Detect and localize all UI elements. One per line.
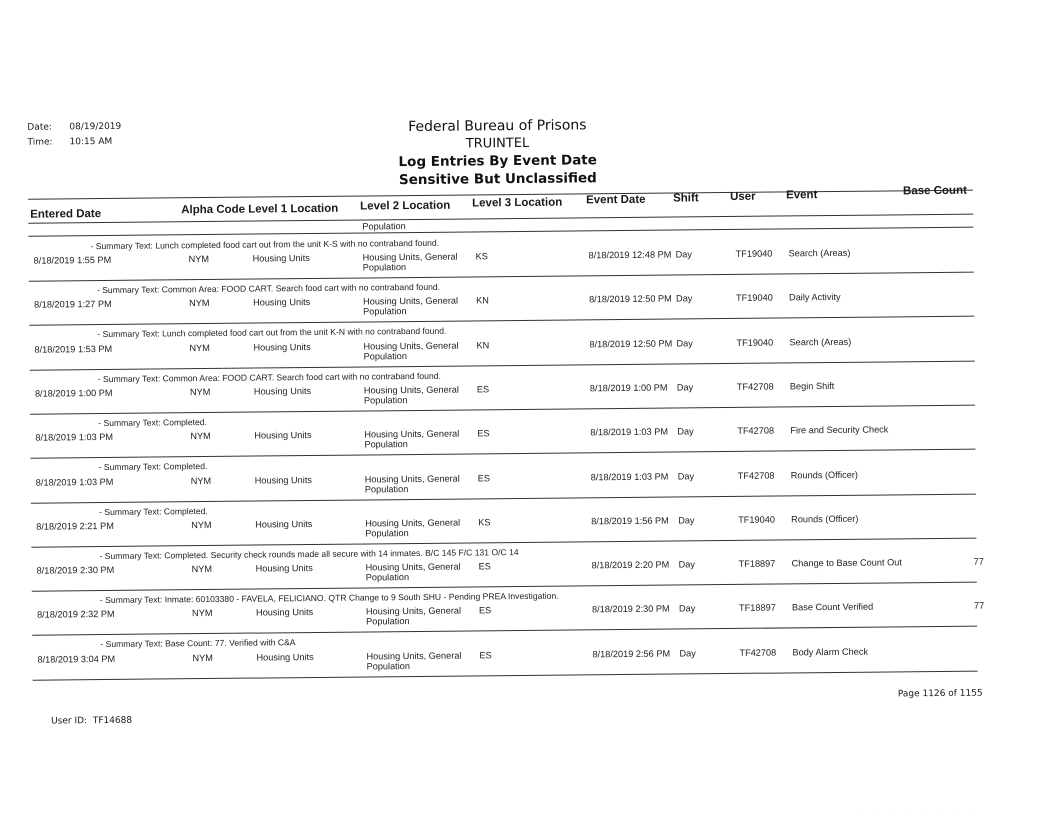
summary-text: - Summary Text: Completed. — [98, 416, 207, 428]
event-cell: Rounds (Officer) — [790, 469, 859, 480]
user-cell: TF19040 — [735, 248, 773, 259]
shift-cell: Day — [678, 603, 696, 614]
alpha-code-cell: NYM — [188, 253, 210, 265]
row-divider — [30, 405, 975, 415]
level3-location-cell: ES — [477, 472, 491, 483]
level2-location-cell: Housing Units, General Population — [364, 473, 460, 494]
alpha-code-cell: NYM — [189, 386, 211, 398]
level2-location-cell: Housing Units, General Population — [365, 605, 462, 627]
level2-location-cell: Housing Units, General Population — [366, 650, 462, 672]
level3-location-cell: KS — [475, 251, 488, 262]
level3-location-cell: KN — [476, 339, 490, 351]
event-date-cell: 8/18/2019 1:56 PM — [591, 515, 669, 527]
alpha-code-cell: NYM — [191, 608, 213, 619]
classification-label: Sensitive But Unclassified — [398, 170, 597, 189]
level1-location-cell: Housing Units — [253, 385, 312, 397]
row-divider — [30, 360, 975, 370]
time-value: 10:15 AM — [69, 136, 113, 148]
event-cell: Begin Shift — [789, 380, 835, 392]
shift-cell: Day — [679, 648, 696, 659]
report-date — [27, 122, 121, 133]
date-label: Date: — [27, 122, 52, 133]
alpha-code-cell: NYM — [191, 519, 212, 530]
user-cell: TF42708 — [737, 425, 775, 437]
alpha-code-cell: NYM — [189, 342, 210, 353]
col-event: Event — [785, 189, 818, 202]
event-date-cell: 8/18/2019 2:30 PM — [591, 603, 670, 615]
entered-date-cell: 8/18/2019 2:32 PM — [36, 609, 115, 621]
shift-cell: Day — [676, 337, 693, 349]
entered-date-cell: 8/18/2019 3:04 PM — [37, 653, 116, 665]
level1-location-cell: Housing Units — [255, 607, 314, 618]
user-id-value: TF14688 — [92, 715, 133, 727]
col-user: User — [730, 190, 756, 203]
scan-specks: · · · · · · · · — [860, 806, 978, 812]
entered-date-cell: 8/18/2019 1:03 PM — [35, 432, 114, 443]
level3-location-cell: ES — [479, 649, 492, 661]
level2-location-cell: Housing Units, General Population — [362, 251, 458, 273]
base-count-cell: 77 — [973, 600, 985, 612]
level1-location-cell: Housing Units — [252, 253, 310, 264]
alpha-code-cell: NYM — [190, 431, 211, 442]
row-divider — [29, 272, 974, 282]
user-cell: TF19040 — [736, 337, 774, 348]
user-cell: TF42708 — [736, 381, 774, 392]
level1-location-cell: Housing Units — [255, 563, 313, 574]
level1-location-cell: Housing Units — [253, 297, 311, 308]
shift-cell: Day — [677, 426, 694, 437]
event-cell: Base Count Verified — [791, 602, 874, 613]
summary-text: - Summary Text: Lunch completed food cart out from the unit K-N with no contraband found. — [97, 326, 447, 340]
summary-text: - Summary Text: Common Area: FOOD CART. Search food cart with no contraband found. — [97, 370, 441, 384]
entered-date-cell: 8/18/2019 1:55 PM — [33, 254, 112, 266]
level3-location-cell: KN — [475, 295, 489, 306]
col-level2-location: Level 2 Location — [360, 199, 451, 213]
level3-location-cell: ES — [478, 605, 492, 616]
event-date-cell: 8/18/2019 2:56 PM — [592, 648, 671, 660]
agency-name: Federal Bureau of Prisons — [408, 117, 587, 136]
entered-date-cell: 8/18/2019 1:03 PM — [35, 476, 114, 488]
report-title: Log Entries By Event Date — [398, 152, 597, 171]
shift-cell: Day — [678, 559, 695, 570]
carryover-rule — [28, 227, 973, 237]
entered-date-cell: 8/18/2019 1:53 PM — [34, 343, 113, 355]
event-cell: Body Alarm Check — [792, 646, 869, 658]
col-alpha-code: Alpha Code — [181, 203, 246, 217]
event-cell: Search (Areas) — [788, 247, 851, 259]
level1-location-cell: Housing Units — [254, 474, 313, 486]
shift-cell: Day — [677, 470, 695, 481]
carryover-level2: Population — [362, 221, 406, 232]
col-base-count: Base Count — [902, 184, 967, 198]
level1-location-cell: Housing Units — [255, 518, 313, 530]
summary-text: - Summary Text: Common Area: FOOD CART. Search food cart with no contraband found. — [96, 281, 441, 296]
alpha-code-cell: NYM — [192, 652, 213, 663]
summary-text: - Summary Text: Completed. Security check rounds made all secure with 14 inmates. B/C 145 F/C 131 O/C 14 — [99, 546, 519, 561]
entered-date-cell: 8/18/2019 2:21 PM — [36, 520, 114, 532]
event-date-cell: 8/18/2019 1:03 PM — [590, 426, 669, 438]
page-number: Page 1126 of 1155 — [897, 688, 983, 700]
alpha-code-cell: NYM — [190, 475, 212, 486]
time-label: Time: — [27, 137, 53, 148]
level2-location-cell: Housing Units, General Population — [365, 561, 461, 583]
event-date-cell: 8/18/2019 12:50 PM — [588, 293, 672, 305]
summary-text: - Summary Text: Base Count: 77. Verified with C&A — [100, 637, 296, 650]
level3-location-cell: ES — [478, 561, 491, 572]
event-date-cell: 8/18/2019 1:00 PM — [589, 382, 668, 394]
event-cell: Daily Activity — [788, 292, 841, 303]
carryover-summary: - Summary Text: Lunch completed food cart out from the unit K-S with no contraband found. — [90, 237, 440, 252]
date-value: 08/19/2019 — [69, 121, 122, 133]
level2-location-cell: Housing Units, General Population — [363, 384, 459, 406]
entered-date-cell: 8/18/2019 2:30 PM — [36, 564, 115, 576]
col-event-date: Event Date — [586, 193, 646, 207]
shift-cell: Day — [678, 515, 695, 526]
base-count-cell: 77 — [973, 556, 984, 567]
row-divider — [33, 670, 978, 680]
event-date-cell: 8/18/2019 1:03 PM — [590, 471, 669, 482]
event-date-cell: 8/18/2019 2:20 PM — [591, 559, 670, 571]
row-divider — [31, 449, 976, 459]
col-shift: Shift — [673, 192, 699, 205]
shift-cell: Day — [675, 293, 693, 304]
row-divider — [31, 493, 976, 503]
row-divider — [32, 626, 977, 636]
level2-location-cell: Housing Units, General Population — [365, 517, 461, 539]
summary-text: - Summary Text: Completed. — [98, 461, 208, 473]
header-bottom-rule — [28, 214, 973, 224]
user-id-label: User ID: — [51, 716, 88, 727]
user-cell: TF18897 — [738, 558, 776, 570]
user-id — [51, 716, 132, 727]
user-cell: TF19040 — [735, 292, 773, 304]
level1-location-cell: Housing Units — [256, 651, 314, 663]
event-cell: Fire and Security Check — [790, 424, 889, 436]
shift-cell: Day — [675, 249, 693, 260]
col-level3-location: Level 3 Location — [472, 196, 563, 210]
report-time — [27, 137, 112, 148]
shift-cell: Day — [676, 382, 694, 393]
row-divider — [29, 316, 974, 326]
alpha-code-cell: NYM — [189, 298, 210, 309]
entered-date-cell: 8/18/2019 1:27 PM — [34, 299, 112, 310]
event-cell: Search (Areas) — [789, 336, 852, 348]
event-date-cell: 8/18/2019 12:50 PM — [589, 338, 673, 349]
level3-location-cell: KS — [478, 517, 491, 528]
summary-text: - Summary Text: Completed. — [99, 505, 208, 517]
level3-location-cell: ES — [477, 428, 490, 439]
user-cell: TF19040 — [738, 514, 775, 525]
user-cell: TF42708 — [739, 647, 777, 658]
level2-location-cell: Housing Units, General Population — [363, 295, 459, 317]
system-name: TRUINTEL — [465, 135, 530, 152]
col-level1-location: Level 1 Location — [248, 202, 339, 216]
level1-location-cell: Housing Units — [253, 341, 311, 353]
level2-location-cell: Housing Units, General Population — [363, 340, 459, 362]
alpha-code-cell: NYM — [191, 564, 213, 575]
event-cell: Rounds (Officer) — [791, 513, 859, 525]
entered-date-cell: 8/18/2019 1:00 PM — [34, 387, 113, 399]
level1-location-cell: Housing Units — [254, 430, 312, 441]
user-cell: TF42708 — [737, 470, 775, 481]
event-date-cell: 8/18/2019 12:48 PM — [588, 249, 672, 261]
summary-text: - Summary Text: Inmate: 60103380 - FAVELA, FELICIANO. QTR Change to 9 South SHU - Pending PREA Investigation. — [99, 590, 559, 606]
col-entered-date: Entered Date — [30, 208, 102, 221]
level2-location-cell: Housing Units, General Population — [364, 428, 460, 450]
event-cell: Change to Base Count Out — [791, 557, 902, 569]
level3-location-cell: ES — [476, 384, 490, 395]
user-cell: TF18897 — [738, 602, 776, 614]
